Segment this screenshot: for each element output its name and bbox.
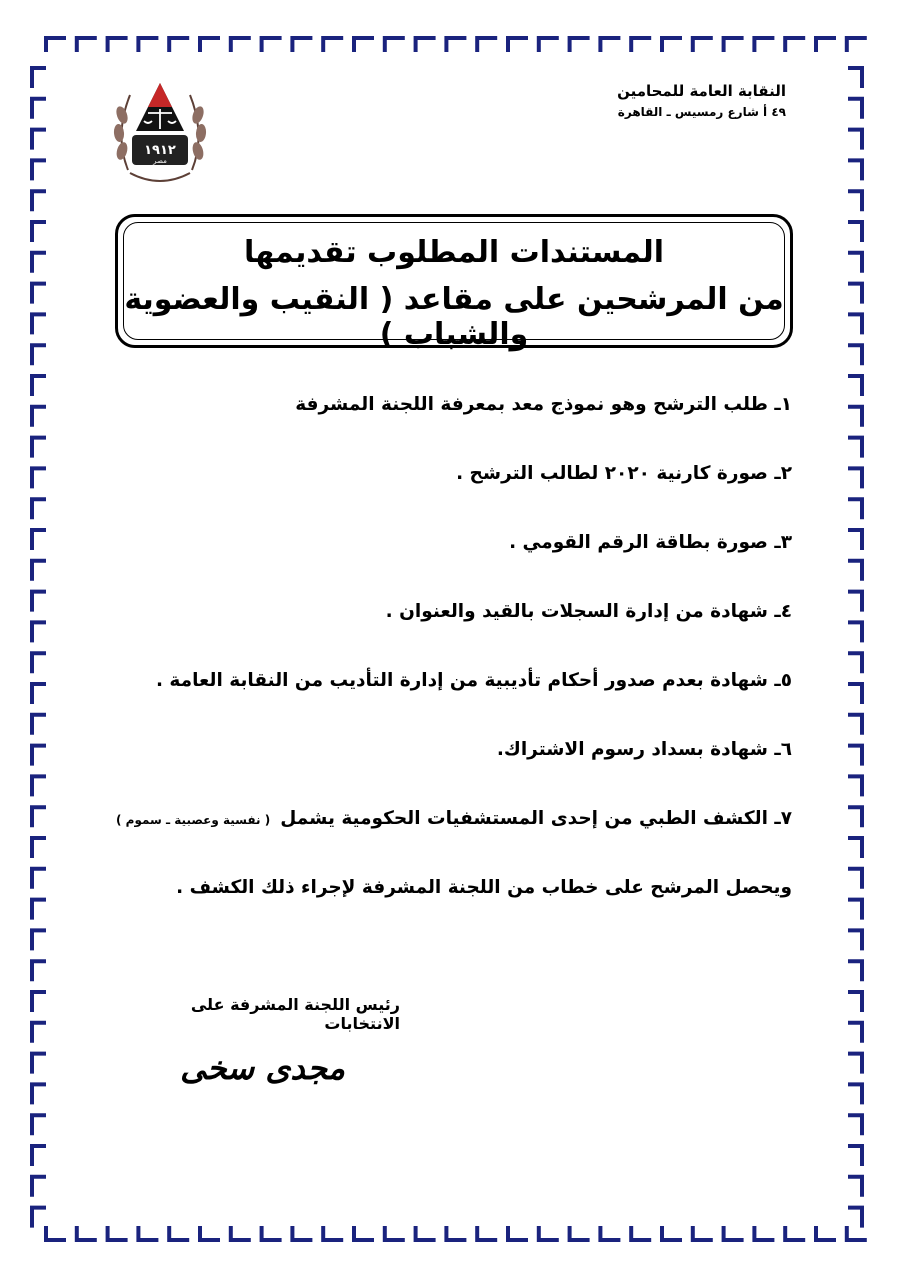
list-item-text: ٤ـ شهادة من إدارة السجلات بالقيد والعنوان . — [385, 601, 792, 622]
closing-note — [102, 877, 792, 946]
list-item-text: ٦ـ شهادة بسداد رسوم الاشتراك. — [496, 739, 792, 760]
org-address: ٤٩ أ شارع رمسيس ـ القاهرة — [617, 105, 786, 119]
title-box — [115, 214, 793, 352]
org-header — [617, 82, 786, 119]
list-item-text: ٧ـ الكشف الطبي من إحدى المستشفيات الحكومية يشمل — [280, 808, 792, 829]
list-item-text: ٥ـ شهادة بعدم صدور أحكام تأديبية من إدارة التأديب من النقابة العامة . — [155, 670, 792, 691]
logo-country: مصر — [153, 157, 167, 165]
title-line-1: المستندات المطلوب تقديمها — [243, 235, 665, 270]
logo-year: ١٩١٢ — [144, 143, 176, 158]
list-item-text: ١ـ طلب الترشح وهو نموذج معد بمعرفة اللجنة المشرفة — [295, 394, 792, 415]
list-item — [102, 739, 792, 808]
signature-name: مجدى سخى — [180, 1049, 345, 1087]
list-item — [102, 394, 792, 463]
title-line-2: من المرشحين على مقاعد ( النقيب والعضوية والشباب ) — [124, 282, 784, 352]
list-item — [102, 463, 792, 532]
requirements-list — [102, 394, 792, 946]
org-name: النقابة العامة للمحامين — [617, 82, 786, 100]
list-item — [102, 532, 792, 601]
signature-role: رئيس اللجنة المشرفة على الانتخابات — [190, 995, 400, 1033]
list-item — [102, 808, 792, 877]
lawyers-syndicate-emblem-icon — [110, 75, 210, 193]
list-item-note: ( نفسية وعصبية ـ سموم ) — [115, 813, 271, 827]
list-item — [102, 670, 792, 739]
closing-note-text: ويحصل المرشح على خطاب من اللجنة المشرفة لإجراء ذلك الكشف . — [176, 877, 792, 898]
list-item — [102, 601, 792, 670]
signature-block — [150, 995, 400, 1087]
list-item-text: ٣ـ صورة بطاقة الرقم القومي . — [509, 532, 792, 553]
list-item-text: ٢ـ صورة كارنية ٢٠٢٠ لطالب الترشح . — [456, 463, 792, 484]
